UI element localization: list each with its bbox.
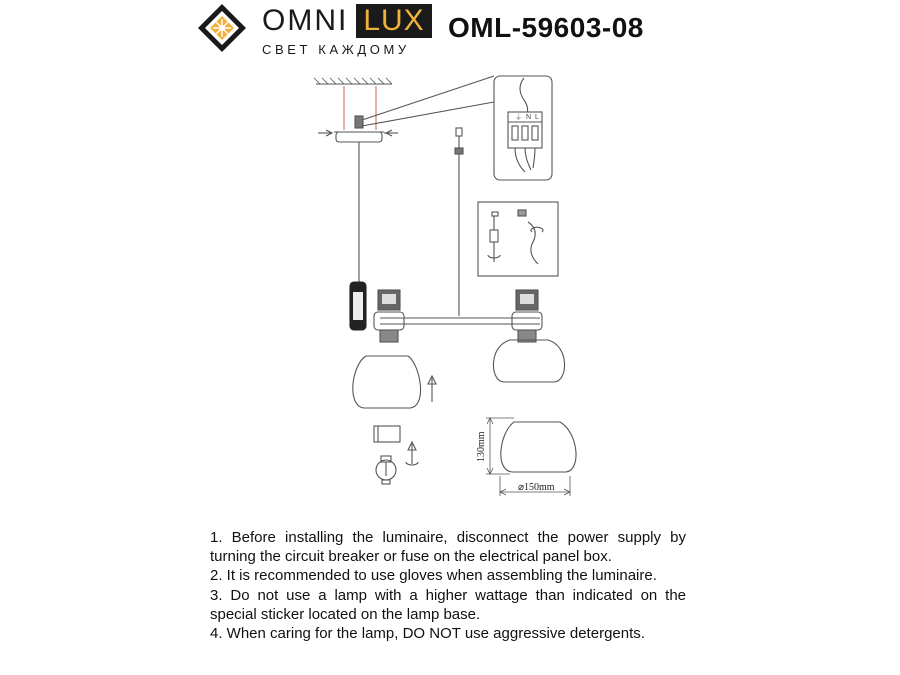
glass-shade-drawing (353, 356, 436, 408)
ceiling-mount-drawing (314, 76, 494, 282)
suspension-cable (455, 128, 463, 316)
cable-adjust-detail (478, 202, 558, 276)
svg-text:L: L (535, 114, 539, 121)
diameter-dimension-label: ⌀150mm (518, 482, 555, 493)
brand-omni-text: OMNI (262, 4, 349, 37)
wiring-detail-box (494, 76, 552, 180)
bulb-holder-drawing (374, 426, 418, 484)
safety-instructions (210, 528, 686, 643)
instruction-item: 4. When caring for the lamp, DO NOT use aggressive detergents. (210, 625, 645, 643)
brand-lux-text: LUX (356, 4, 431, 38)
instruction-item: 1. Before installing the luminaire, disconnect the power supply by turning the circuit breaker or fuse on the electrical panel box. (210, 529, 686, 566)
instruction-item: 3. Do not use a lamp with a higher wattage than indicated on the special sticker located on the lamp base. (210, 586, 686, 623)
brand-tagline: СВЕТ КАЖДОМУ (262, 42, 410, 57)
model-number: OML-59603-08 (448, 12, 644, 43)
height-dimension-label: 130mm (476, 431, 487, 462)
svg-text:N: N (526, 114, 532, 121)
instruction-item: 2. It is recommended to use gloves when assembling the luminaire. (210, 567, 657, 585)
luminaire-bar-drawing (350, 282, 565, 382)
svg-text:⏚: ⏚ (515, 114, 522, 121)
